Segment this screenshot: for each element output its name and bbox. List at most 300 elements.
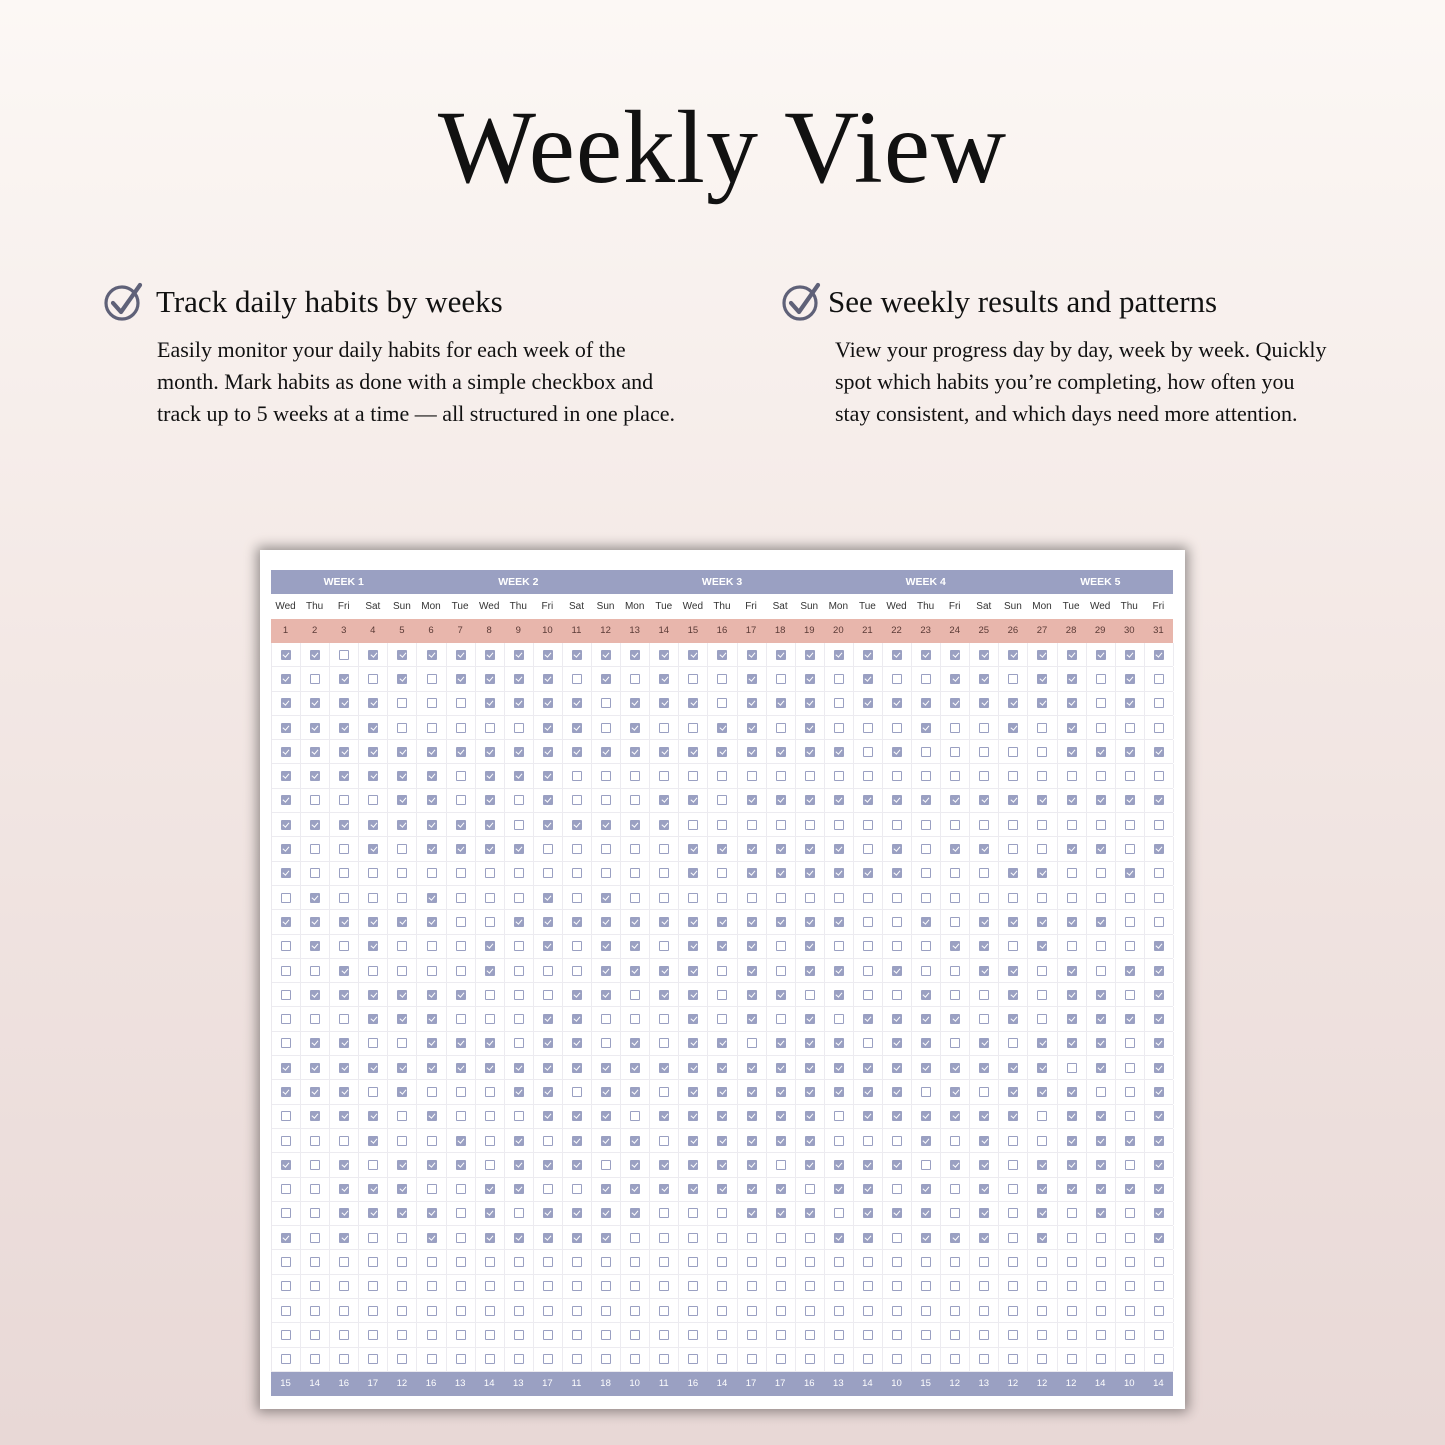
checkbox-icon[interactable] (514, 1257, 524, 1267)
checkbox-icon[interactable] (339, 795, 349, 805)
checkbox-icon[interactable] (863, 1306, 873, 1316)
checkbox-icon[interactable] (397, 698, 407, 708)
checkbox-icon[interactable] (572, 1111, 582, 1121)
checkbox-icon[interactable] (834, 868, 844, 878)
checkbox-icon[interactable] (979, 1014, 989, 1024)
checkbox-icon[interactable] (659, 795, 669, 805)
checkbox-icon[interactable] (1037, 1233, 1047, 1243)
checkbox-icon[interactable] (950, 1184, 960, 1194)
checkbox-icon[interactable] (427, 990, 437, 1000)
checkbox-icon[interactable] (950, 1330, 960, 1340)
checkbox-icon[interactable] (630, 1184, 640, 1194)
checkbox-icon[interactable] (717, 674, 727, 684)
checkbox-icon[interactable] (1154, 1354, 1164, 1364)
checkbox-icon[interactable] (339, 1063, 349, 1073)
checkbox-icon[interactable] (1037, 820, 1047, 830)
checkbox-icon[interactable] (543, 1087, 553, 1097)
checkbox-icon[interactable] (427, 966, 437, 976)
checkbox-icon[interactable] (368, 1160, 378, 1170)
checkbox-icon[interactable] (747, 1160, 757, 1170)
checkbox-icon[interactable] (892, 1330, 902, 1340)
checkbox-icon[interactable] (1096, 1208, 1106, 1218)
checkbox-icon[interactable] (1096, 1306, 1106, 1316)
checkbox-icon[interactable] (863, 1111, 873, 1121)
checkbox-icon[interactable] (892, 820, 902, 830)
checkbox-icon[interactable] (1067, 868, 1077, 878)
checkbox-icon[interactable] (601, 1233, 611, 1243)
checkbox-icon[interactable] (1125, 1014, 1135, 1024)
checkbox-icon[interactable] (863, 1038, 873, 1048)
checkbox-icon[interactable] (514, 966, 524, 976)
checkbox-icon[interactable] (427, 1063, 437, 1073)
checkbox-icon[interactable] (1154, 1111, 1164, 1121)
checkbox-icon[interactable] (1008, 966, 1018, 976)
checkbox-icon[interactable] (747, 674, 757, 684)
checkbox-icon[interactable] (1067, 1281, 1077, 1291)
checkbox-icon[interactable] (572, 650, 582, 660)
checkbox-icon[interactable] (921, 966, 931, 976)
checkbox-icon[interactable] (485, 868, 495, 878)
checkbox-icon[interactable] (747, 698, 757, 708)
checkbox-icon[interactable] (863, 868, 873, 878)
checkbox-icon[interactable] (514, 674, 524, 684)
checkbox-icon[interactable] (688, 1184, 698, 1194)
checkbox-icon[interactable] (397, 747, 407, 757)
checkbox-icon[interactable] (979, 1306, 989, 1316)
checkbox-icon[interactable] (805, 1233, 815, 1243)
checkbox-icon[interactable] (572, 844, 582, 854)
checkbox-icon[interactable] (1154, 868, 1164, 878)
checkbox-icon[interactable] (485, 966, 495, 976)
checkbox-icon[interactable] (1096, 1354, 1106, 1364)
checkbox-icon[interactable] (688, 990, 698, 1000)
checkbox-icon[interactable] (863, 698, 873, 708)
checkbox-icon[interactable] (776, 1063, 786, 1073)
checkbox-icon[interactable] (1008, 674, 1018, 684)
checkbox-icon[interactable] (1096, 1257, 1106, 1267)
checkbox-icon[interactable] (456, 1038, 466, 1048)
checkbox-icon[interactable] (747, 893, 757, 903)
checkbox-icon[interactable] (688, 1160, 698, 1170)
checkbox-icon[interactable] (1125, 990, 1135, 1000)
checkbox-icon[interactable] (281, 650, 291, 660)
checkbox-icon[interactable] (834, 1354, 844, 1364)
checkbox-icon[interactable] (1067, 990, 1077, 1000)
checkbox-icon[interactable] (572, 1233, 582, 1243)
checkbox-icon[interactable] (921, 1038, 931, 1048)
checkbox-icon[interactable] (427, 941, 437, 951)
checkbox-icon[interactable] (1067, 747, 1077, 757)
checkbox-icon[interactable] (1154, 1257, 1164, 1267)
checkbox-icon[interactable] (921, 650, 931, 660)
checkbox-icon[interactable] (892, 795, 902, 805)
checkbox-icon[interactable] (1096, 1160, 1106, 1170)
checkbox-icon[interactable] (543, 844, 553, 854)
checkbox-icon[interactable] (979, 674, 989, 684)
checkbox-icon[interactable] (1067, 820, 1077, 830)
checkbox-icon[interactable] (1125, 1160, 1135, 1170)
checkbox-icon[interactable] (1154, 917, 1164, 927)
checkbox-icon[interactable] (717, 1014, 727, 1024)
checkbox-icon[interactable] (281, 747, 291, 757)
checkbox-icon[interactable] (1067, 1087, 1077, 1097)
checkbox-icon[interactable] (514, 1306, 524, 1316)
checkbox-icon[interactable] (717, 1208, 727, 1218)
checkbox-icon[interactable] (805, 795, 815, 805)
checkbox-icon[interactable] (1037, 990, 1047, 1000)
checkbox-icon[interactable] (834, 1257, 844, 1267)
checkbox-icon[interactable] (688, 1208, 698, 1218)
checkbox-icon[interactable] (397, 723, 407, 733)
checkbox-icon[interactable] (1008, 1184, 1018, 1194)
checkbox-icon[interactable] (281, 820, 291, 830)
checkbox-icon[interactable] (659, 771, 669, 781)
checkbox-icon[interactable] (339, 1184, 349, 1194)
checkbox-icon[interactable] (921, 1208, 931, 1218)
checkbox-icon[interactable] (572, 868, 582, 878)
checkbox-icon[interactable] (892, 868, 902, 878)
checkbox-icon[interactable] (630, 1014, 640, 1024)
checkbox-icon[interactable] (339, 1111, 349, 1121)
checkbox-icon[interactable] (427, 1257, 437, 1267)
checkbox-icon[interactable] (747, 795, 757, 805)
checkbox-icon[interactable] (427, 1306, 437, 1316)
checkbox-icon[interactable] (805, 1160, 815, 1170)
checkbox-icon[interactable] (688, 1281, 698, 1291)
checkbox-icon[interactable] (572, 1136, 582, 1146)
checkbox-icon[interactable] (979, 990, 989, 1000)
checkbox-icon[interactable] (1125, 1330, 1135, 1340)
checkbox-icon[interactable] (514, 1136, 524, 1146)
checkbox-icon[interactable] (688, 1063, 698, 1073)
checkbox-icon[interactable] (834, 966, 844, 976)
checkbox-icon[interactable] (979, 1208, 989, 1218)
checkbox-icon[interactable] (456, 771, 466, 781)
checkbox-icon[interactable] (339, 1354, 349, 1364)
checkbox-icon[interactable] (747, 1281, 757, 1291)
checkbox-icon[interactable] (1067, 723, 1077, 733)
checkbox-icon[interactable] (427, 1233, 437, 1243)
checkbox-icon[interactable] (601, 966, 611, 976)
checkbox-icon[interactable] (1096, 1038, 1106, 1048)
checkbox-icon[interactable] (950, 844, 960, 854)
checkbox-icon[interactable] (1067, 650, 1077, 660)
checkbox-icon[interactable] (921, 844, 931, 854)
checkbox-icon[interactable] (1096, 1014, 1106, 1024)
checkbox-icon[interactable] (572, 966, 582, 976)
checkbox-icon[interactable] (1154, 747, 1164, 757)
checkbox-icon[interactable] (863, 820, 873, 830)
checkbox-icon[interactable] (747, 771, 757, 781)
checkbox-icon[interactable] (339, 1208, 349, 1218)
checkbox-icon[interactable] (339, 844, 349, 854)
checkbox-icon[interactable] (427, 747, 437, 757)
checkbox-icon[interactable] (572, 747, 582, 757)
checkbox-icon[interactable] (950, 1038, 960, 1048)
checkbox-icon[interactable] (950, 674, 960, 684)
checkbox-icon[interactable] (601, 1208, 611, 1218)
checkbox-icon[interactable] (834, 795, 844, 805)
checkbox-icon[interactable] (543, 1160, 553, 1170)
checkbox-icon[interactable] (572, 917, 582, 927)
checkbox-icon[interactable] (747, 1136, 757, 1146)
checkbox-icon[interactable] (427, 771, 437, 781)
checkbox-icon[interactable] (747, 1184, 757, 1194)
checkbox-icon[interactable] (368, 966, 378, 976)
checkbox-icon[interactable] (630, 650, 640, 660)
checkbox-icon[interactable] (717, 990, 727, 1000)
checkbox-icon[interactable] (1037, 1014, 1047, 1024)
checkbox-icon[interactable] (834, 1014, 844, 1024)
checkbox-icon[interactable] (543, 990, 553, 1000)
checkbox-icon[interactable] (834, 1038, 844, 1048)
checkbox-icon[interactable] (776, 820, 786, 830)
checkbox-icon[interactable] (601, 1063, 611, 1073)
checkbox-icon[interactable] (834, 1281, 844, 1291)
checkbox-icon[interactable] (485, 1184, 495, 1194)
checkbox-icon[interactable] (601, 1306, 611, 1316)
checkbox-icon[interactable] (950, 1111, 960, 1121)
checkbox-icon[interactable] (659, 917, 669, 927)
checkbox-icon[interactable] (1125, 844, 1135, 854)
checkbox-icon[interactable] (776, 1160, 786, 1170)
checkbox-icon[interactable] (543, 893, 553, 903)
checkbox-icon[interactable] (281, 1354, 291, 1364)
checkbox-icon[interactable] (543, 1184, 553, 1194)
checkbox-icon[interactable] (1096, 1063, 1106, 1073)
checkbox-icon[interactable] (1067, 844, 1077, 854)
checkbox-icon[interactable] (310, 990, 320, 1000)
checkbox-icon[interactable] (1067, 1184, 1077, 1194)
checkbox-icon[interactable] (921, 1330, 931, 1340)
checkbox-icon[interactable] (281, 723, 291, 733)
checkbox-icon[interactable] (281, 1208, 291, 1218)
checkbox-icon[interactable] (950, 1160, 960, 1170)
checkbox-icon[interactable] (659, 1208, 669, 1218)
checkbox-icon[interactable] (514, 1087, 524, 1097)
checkbox-icon[interactable] (514, 1038, 524, 1048)
checkbox-icon[interactable] (979, 723, 989, 733)
checkbox-icon[interactable] (339, 723, 349, 733)
checkbox-icon[interactable] (485, 1257, 495, 1267)
checkbox-icon[interactable] (805, 1184, 815, 1194)
checkbox-icon[interactable] (863, 966, 873, 976)
checkbox-icon[interactable] (339, 1014, 349, 1024)
checkbox-icon[interactable] (339, 1330, 349, 1340)
checkbox-icon[interactable] (1154, 1281, 1164, 1291)
checkbox-icon[interactable] (921, 795, 931, 805)
checkbox-icon[interactable] (688, 893, 698, 903)
checkbox-icon[interactable] (717, 1233, 727, 1243)
checkbox-icon[interactable] (514, 1354, 524, 1364)
checkbox-icon[interactable] (397, 1136, 407, 1146)
checkbox-icon[interactable] (601, 1136, 611, 1146)
checkbox-icon[interactable] (1037, 674, 1047, 684)
checkbox-icon[interactable] (339, 674, 349, 684)
checkbox-icon[interactable] (979, 1281, 989, 1291)
checkbox-icon[interactable] (630, 1111, 640, 1121)
checkbox-icon[interactable] (397, 1184, 407, 1194)
checkbox-icon[interactable] (543, 650, 553, 660)
checkbox-icon[interactable] (281, 771, 291, 781)
checkbox-icon[interactable] (601, 771, 611, 781)
checkbox-icon[interactable] (1008, 1330, 1018, 1340)
checkbox-icon[interactable] (979, 795, 989, 805)
checkbox-icon[interactable] (1125, 771, 1135, 781)
checkbox-icon[interactable] (456, 674, 466, 684)
checkbox-icon[interactable] (1037, 747, 1047, 757)
checkbox-icon[interactable] (892, 1281, 902, 1291)
checkbox-icon[interactable] (1008, 941, 1018, 951)
checkbox-icon[interactable] (1125, 1233, 1135, 1243)
checkbox-icon[interactable] (543, 1136, 553, 1146)
checkbox-icon[interactable] (805, 820, 815, 830)
checkbox-icon[interactable] (950, 990, 960, 1000)
checkbox-icon[interactable] (339, 820, 349, 830)
checkbox-icon[interactable] (1067, 966, 1077, 976)
checkbox-icon[interactable] (543, 1038, 553, 1048)
checkbox-icon[interactable] (688, 941, 698, 951)
checkbox-icon[interactable] (1096, 844, 1106, 854)
checkbox-icon[interactable] (1125, 674, 1135, 684)
checkbox-icon[interactable] (601, 1160, 611, 1170)
checkbox-icon[interactable] (630, 1354, 640, 1364)
checkbox-icon[interactable] (805, 1136, 815, 1146)
checkbox-icon[interactable] (1067, 1330, 1077, 1340)
checkbox-icon[interactable] (659, 820, 669, 830)
checkbox-icon[interactable] (688, 868, 698, 878)
checkbox-icon[interactable] (1067, 1038, 1077, 1048)
checkbox-icon[interactable] (717, 1038, 727, 1048)
checkbox-icon[interactable] (979, 1330, 989, 1340)
checkbox-icon[interactable] (427, 1330, 437, 1340)
checkbox-icon[interactable] (1067, 1014, 1077, 1024)
checkbox-icon[interactable] (1067, 1136, 1077, 1146)
checkbox-icon[interactable] (514, 650, 524, 660)
checkbox-icon[interactable] (485, 650, 495, 660)
checkbox-icon[interactable] (397, 1257, 407, 1267)
checkbox-icon[interactable] (427, 795, 437, 805)
checkbox-icon[interactable] (601, 1038, 611, 1048)
checkbox-icon[interactable] (630, 966, 640, 976)
checkbox-icon[interactable] (397, 966, 407, 976)
checkbox-icon[interactable] (1037, 650, 1047, 660)
checkbox-icon[interactable] (456, 820, 466, 830)
checkbox-icon[interactable] (630, 1087, 640, 1097)
checkbox-icon[interactable] (427, 917, 437, 927)
checkbox-icon[interactable] (397, 1208, 407, 1218)
checkbox-icon[interactable] (1067, 771, 1077, 781)
checkbox-icon[interactable] (863, 1184, 873, 1194)
checkbox-icon[interactable] (310, 1257, 320, 1267)
checkbox-icon[interactable] (834, 1208, 844, 1218)
checkbox-icon[interactable] (427, 1184, 437, 1194)
checkbox-icon[interactable] (339, 868, 349, 878)
checkbox-icon[interactable] (427, 1160, 437, 1170)
checkbox-icon[interactable] (979, 650, 989, 660)
checkbox-icon[interactable] (747, 1233, 757, 1243)
checkbox-icon[interactable] (1037, 1257, 1047, 1267)
checkbox-icon[interactable] (601, 990, 611, 1000)
checkbox-icon[interactable] (747, 723, 757, 733)
checkbox-icon[interactable] (1037, 698, 1047, 708)
checkbox-icon[interactable] (776, 893, 786, 903)
checkbox-icon[interactable] (543, 1014, 553, 1024)
checkbox-icon[interactable] (281, 1233, 291, 1243)
checkbox-icon[interactable] (427, 1208, 437, 1218)
checkbox-icon[interactable] (659, 844, 669, 854)
checkbox-icon[interactable] (659, 1184, 669, 1194)
checkbox-icon[interactable] (776, 1038, 786, 1048)
checkbox-icon[interactable] (659, 650, 669, 660)
checkbox-icon[interactable] (688, 771, 698, 781)
checkbox-icon[interactable] (1125, 747, 1135, 757)
checkbox-icon[interactable] (1096, 1281, 1106, 1291)
checkbox-icon[interactable] (747, 966, 757, 976)
checkbox-icon[interactable] (281, 674, 291, 684)
checkbox-icon[interactable] (630, 1233, 640, 1243)
checkbox-icon[interactable] (485, 698, 495, 708)
checkbox-icon[interactable] (514, 917, 524, 927)
checkbox-icon[interactable] (688, 1111, 698, 1121)
checkbox-icon[interactable] (979, 1087, 989, 1097)
checkbox-icon[interactable] (950, 941, 960, 951)
checkbox-icon[interactable] (776, 723, 786, 733)
checkbox-icon[interactable] (339, 1306, 349, 1316)
checkbox-icon[interactable] (892, 966, 902, 976)
checkbox-icon[interactable] (1037, 1208, 1047, 1218)
checkbox-icon[interactable] (892, 698, 902, 708)
checkbox-icon[interactable] (1096, 674, 1106, 684)
checkbox-icon[interactable] (688, 1257, 698, 1267)
checkbox-icon[interactable] (834, 723, 844, 733)
checkbox-icon[interactable] (659, 747, 669, 757)
checkbox-icon[interactable] (717, 1306, 727, 1316)
checkbox-icon[interactable] (1008, 917, 1018, 927)
checkbox-icon[interactable] (368, 917, 378, 927)
checkbox-icon[interactable] (368, 820, 378, 830)
checkbox-icon[interactable] (339, 1233, 349, 1243)
checkbox-icon[interactable] (485, 917, 495, 927)
checkbox-icon[interactable] (659, 1330, 669, 1340)
checkbox-icon[interactable] (1008, 1306, 1018, 1316)
checkbox-icon[interactable] (659, 941, 669, 951)
checkbox-icon[interactable] (950, 1208, 960, 1218)
checkbox-icon[interactable] (485, 820, 495, 830)
checkbox-icon[interactable] (1154, 1136, 1164, 1146)
checkbox-icon[interactable] (863, 1087, 873, 1097)
checkbox-icon[interactable] (543, 1306, 553, 1316)
checkbox-icon[interactable] (514, 1111, 524, 1121)
checkbox-icon[interactable] (1067, 1063, 1077, 1073)
checkbox-icon[interactable] (863, 795, 873, 805)
checkbox-icon[interactable] (485, 1233, 495, 1243)
checkbox-icon[interactable] (805, 771, 815, 781)
checkbox-icon[interactable] (485, 1136, 495, 1146)
checkbox-icon[interactable] (834, 1184, 844, 1194)
checkbox-icon[interactable] (368, 893, 378, 903)
checkbox-icon[interactable] (572, 1087, 582, 1097)
checkbox-icon[interactable] (950, 1306, 960, 1316)
checkbox-icon[interactable] (310, 1111, 320, 1121)
checkbox-icon[interactable] (1125, 723, 1135, 733)
checkbox-icon[interactable] (1008, 1038, 1018, 1048)
checkbox-icon[interactable] (543, 1233, 553, 1243)
checkbox-icon[interactable] (630, 1208, 640, 1218)
checkbox-icon[interactable] (601, 1184, 611, 1194)
checkbox-icon[interactable] (485, 1208, 495, 1218)
checkbox-icon[interactable] (630, 1330, 640, 1340)
